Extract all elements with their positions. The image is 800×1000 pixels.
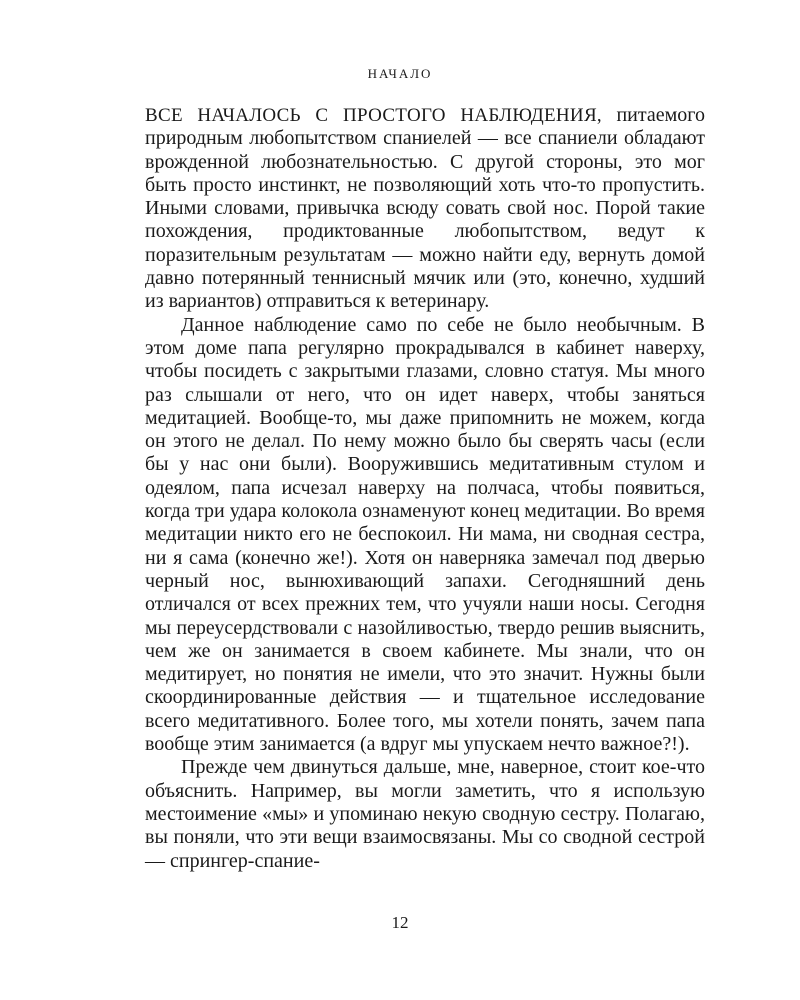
running-head: НАЧАЛО [367,66,433,81]
page-number: 12 [391,913,409,932]
paragraph-3: Прежде чем двинуться дальше, мне, наверное, стоит кое-что объяснить. Например, вы могли заметить, что я использую местоимение «мы» и упоминаю некую сводную сестру. Полагаю, вы поняли, что эти вещи взаимосвязаны. Мы со сводной сестрой — спрингер-спание- [145,756,705,872]
paragraph-lead-caps: ВСЕ НАЧАЛОСЬ С ПРОСТОГО НАБЛЮДЕНИЯ, [145,105,602,126]
paragraph-2: Данное наблюдение само по себе не было необычным. В этом доме папа регулярно прокрадывался в кабинет наверху, чтобы посидеть с закрытыми глазами, словно статуя. Мы много раз слышали от него, что он идет наверх, чтобы заняться медитацией. Вообще-то, мы даже припомнить не можем, когда он этого не делал. По нему можно было бы сверять часы (если бы у нас они были). Вооружившись медитативным стулом и одеялом, папа исчезал наверху на полчаса, чтобы появиться, когда три удара колокола ознаменуют конец медитации. Во время медитации никто его не беспокоил. Ни мама, ни сводная сестра, ни я сама (конечно же!). Хотя он наверняка замечал под дверью черный нос, вынюхивающий запахи. Сегодняшний день отличался от всех прежних тем, что учуяли наши носы. Сегодня мы переусердствовали с назойливостью, твердо решив выяснить, чем же он занимается в своем кабинете. Мы знали, что он медитирует, но понятия не имели, что это значит. Нужны были скоординированные действия — и тщательное исследование всего медитативного. Более того, мы хотели понять, зачем папа вообще этим занимается (а вдруг мы упускаем нечто важное?!). [145,313,705,756]
body-text [145,104,705,873]
paragraph-1-text: питаемого природным любопытством спаниелей — все спаниели обладают врожденной любознательностью. С другой стороны, это мог быть просто инстинкт, не позволяющий хоть что-то пропустить. Иными словами, привычка всюду совать свой нос. Порой такие похождения, продиктованные любопытством, ведут к поразительным результатам — можно найти еду, вернуть домой давно потерянный теннисный мячик или (это, конечно, худший из вариантов) отправиться к ветеринару. [145,104,705,313]
paragraph-1 [145,104,705,314]
